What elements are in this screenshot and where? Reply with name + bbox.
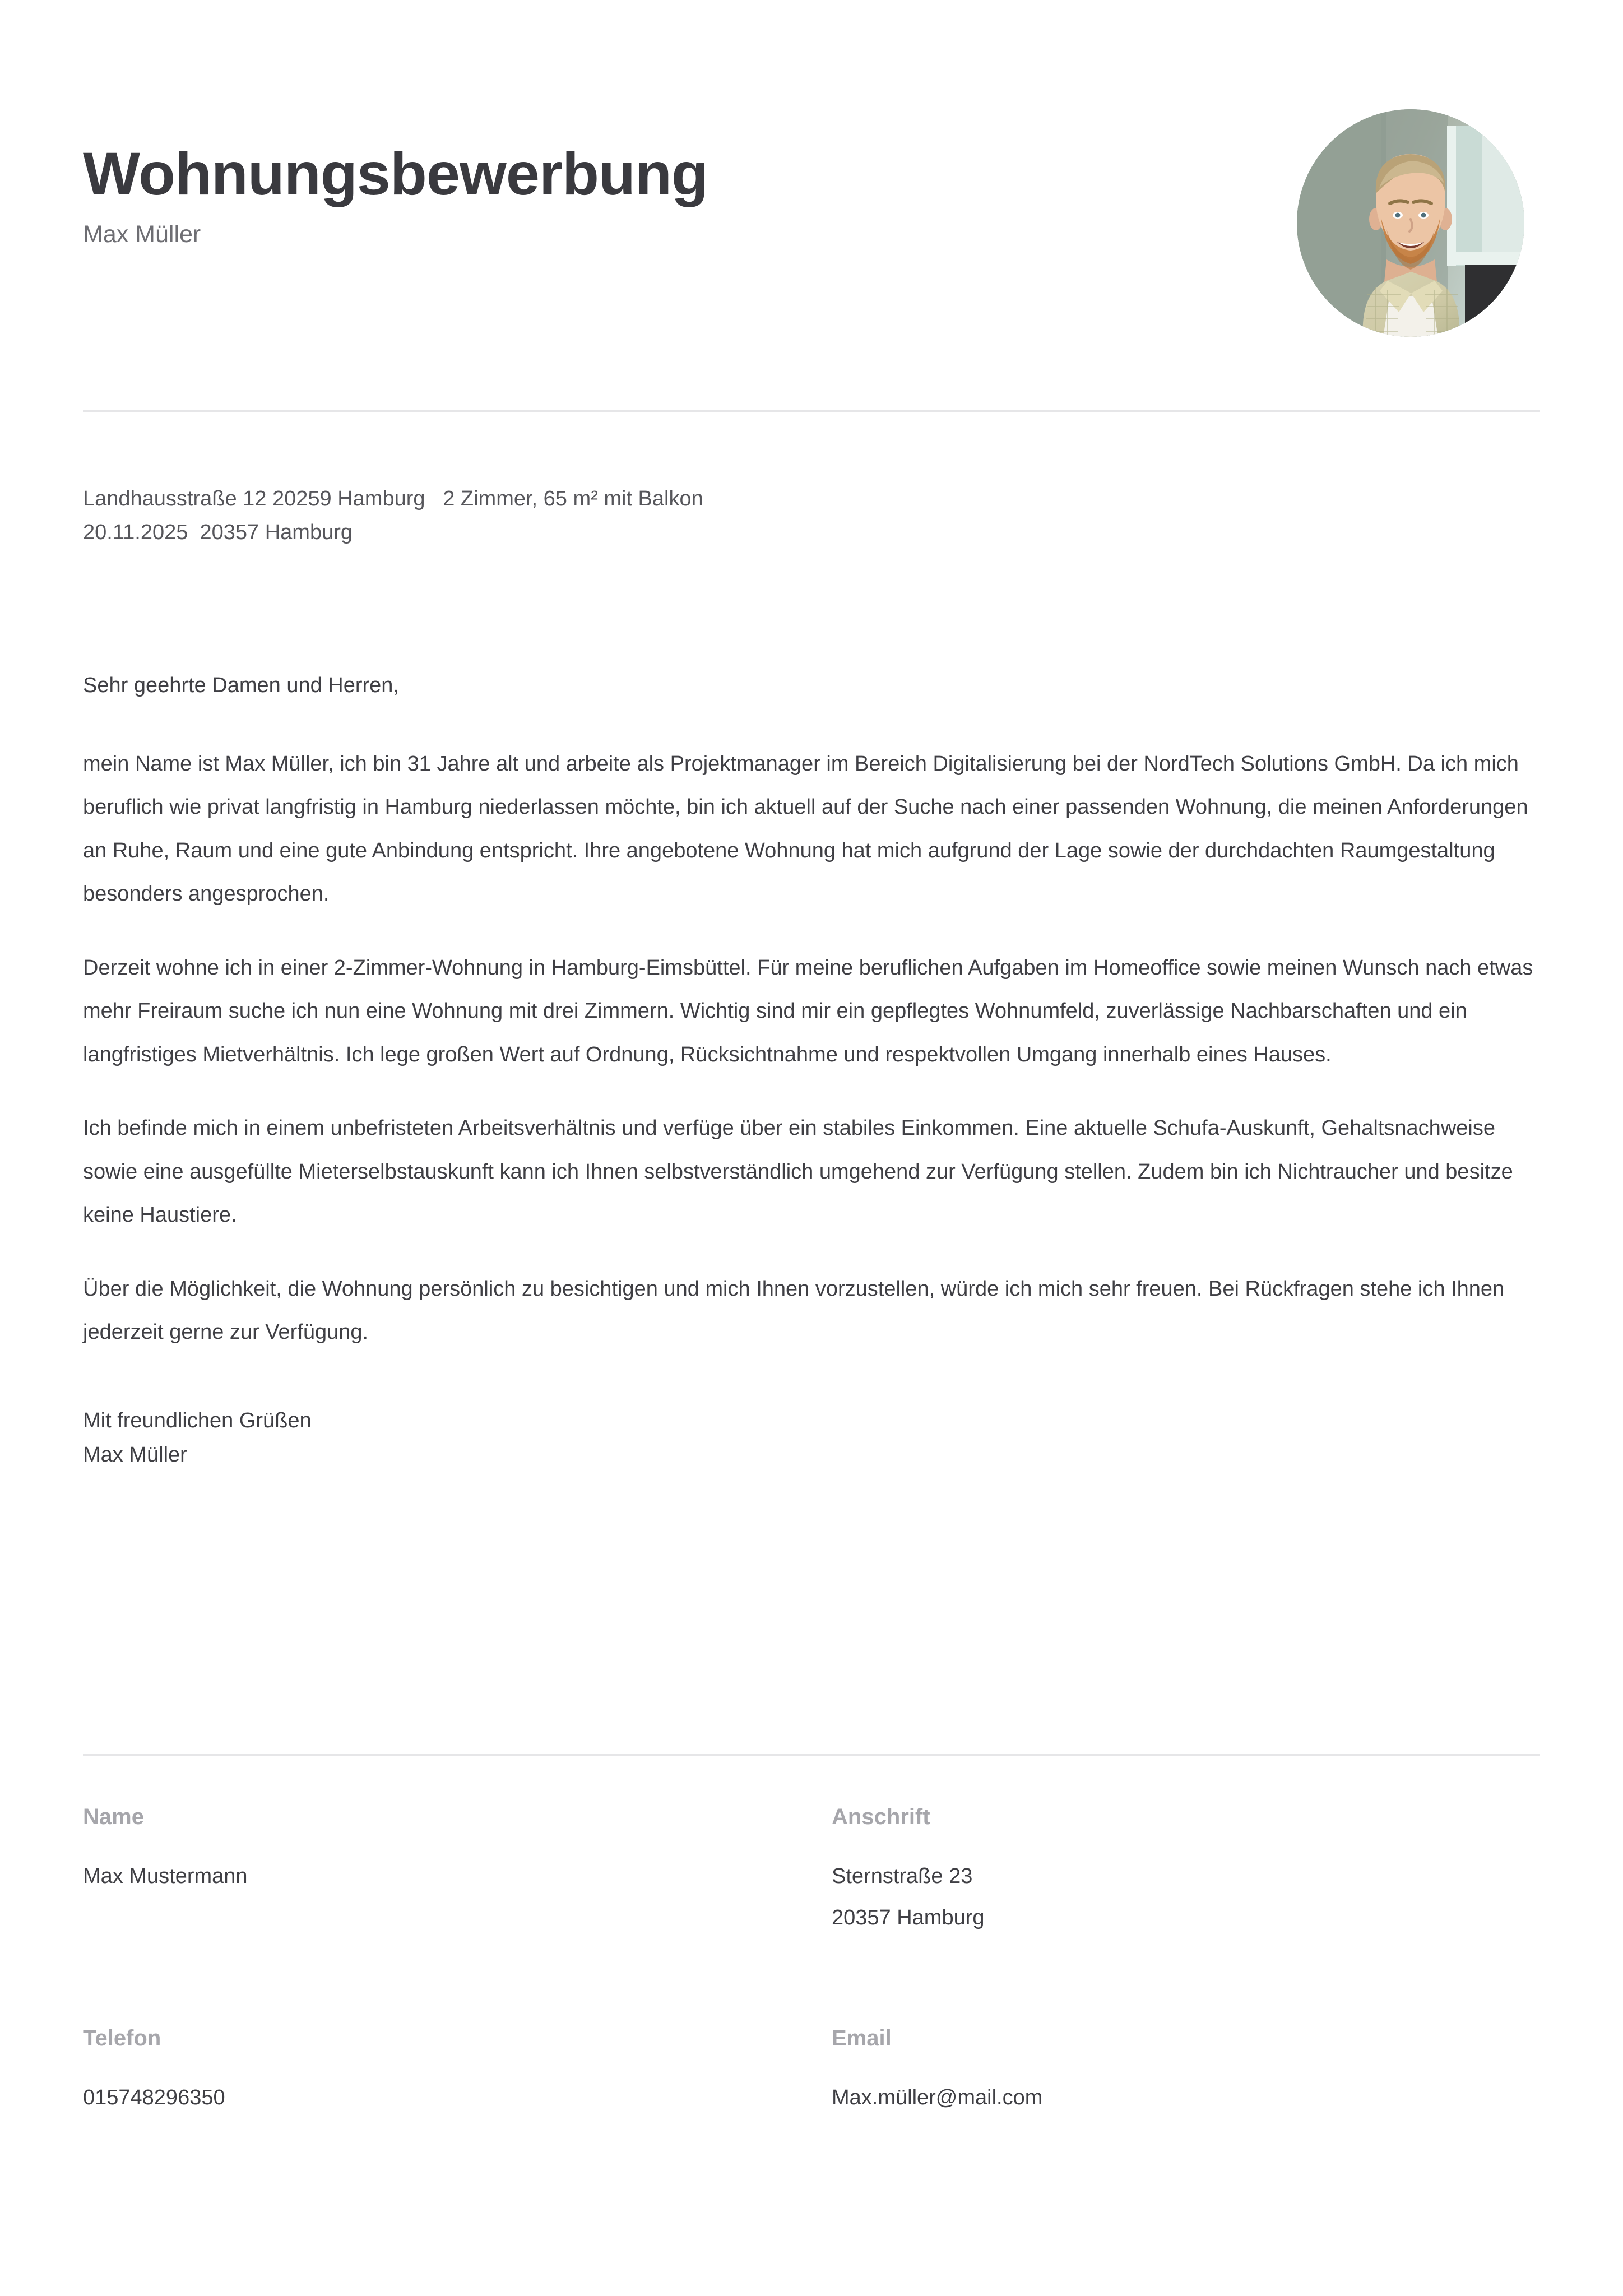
contact-label-address: Anschrift — [832, 1805, 930, 1829]
contact-row-top — [83, 1803, 1540, 1935]
letter-paragraph-2: Derzeit wohne ich in einer 2-Zimmer-Wohnung in Hamburg-Eimsbüttel. Für meine beruflichen Aufgaben im Homeoffice sowie meinen Wunsch nach etwas mehr Freiraum suche ich nun eine Wohnung mit drei Zimmern. Wichtig sind mir ein gepflegtes Wohnumfeld, zuverlässige Nachbarschaften und ein langfristiges Mietverhältnis. Ich lege großen Wert auf Ordnung, Rücksichtnahme und respektvollen Umgang innerhalb eines Hauses. — [83, 955, 1533, 1066]
letter-closing — [83, 1404, 1540, 1473]
closing-phrase: Mit freundlichen Grüßen — [83, 1408, 312, 1432]
contact-value-email: Max.müller@mail.com — [832, 2086, 1043, 2110]
avatar — [1297, 109, 1524, 337]
meta-line-date-city: 20.11.2025 20357 Hamburg — [83, 521, 353, 545]
contact-label-name: Name — [83, 1805, 144, 1829]
header-text-block — [83, 140, 1204, 249]
letter-salutation: Sehr geehrte Damen und Herren, — [83, 674, 399, 697]
letter-body — [83, 664, 1540, 1473]
letter-paragraph-3: Ich befinde mich in einem unbefristeten Arbeitsverhältnis und verfüge über ein stabiles Einkommen. Eine aktuelle Schufa-Auskunft, Gehaltsnachweise sowie eine ausgefüllte Mieterselbstauskunft kann ich Ihnen selbstverständlich umgehend zur Verfügung stellen. Zudem bin ich Nichtraucher und besitze keine Haustiere. — [83, 1116, 1513, 1227]
contact-label-email: Email — [832, 2026, 892, 2051]
contact-value-address-city: 20357 Hamburg — [832, 1905, 985, 1929]
closing-name: Max Müller — [83, 1443, 187, 1467]
contact-field-email — [812, 2025, 1540, 2116]
contact-label-phone: Telefon — [83, 2026, 161, 2051]
meta-block — [83, 482, 1540, 549]
header-divider — [83, 410, 1540, 412]
contact-footer — [83, 1803, 1540, 2116]
letter-spacer — [83, 1385, 1540, 1404]
meta-line-property: Landhausstraße 12 20259 Hamburg 2 Zimmer, 65 m² mit Balkon — [83, 487, 703, 511]
document-header — [83, 101, 1540, 364]
profile-photo-icon — [1297, 109, 1524, 337]
contact-field-phone — [83, 2025, 812, 2116]
contact-value-name: Max Mustermann — [83, 1864, 248, 1888]
contact-value-phone: 015748296350 — [83, 2086, 225, 2110]
footer-divider — [83, 1754, 1540, 1756]
page-title: Wohnungsbewerbung — [83, 140, 708, 207]
contact-value-address-street: Sternstraße 23 — [832, 1864, 973, 1888]
letter-paragraph-4: Über die Möglichkeit, die Wohnung persönlich zu besichtigen und mich Ihnen vorzustellen, würde ich mich sehr freuen. Bei Rückfragen stehe ich Ihnen jederzeit gerne zur Verfügung. — [83, 1277, 1505, 1344]
contact-field-name — [83, 1803, 812, 1935]
page-subtitle: Max Müller — [83, 220, 201, 248]
contact-field-address — [812, 1803, 1540, 1935]
letter-paragraph-1: mein Name ist Max Müller, ich bin 31 Jahre alt und arbeite als Projektmanager im Bereich Digitalisierung bei der NordTech Solutions GmbH. Da ich mich beruflich wie privat langfristig in Hamburg niederlassen möchte, bin ich aktuell auf der Suche nach einer passenden Wohnung, die meinen Anforderungen an Ruhe, Raum und eine gute Anbindung entspricht. Ihre angebotene Wohnung hat mich aufgrund der Lage sowie der durchdachten Raumgestaltung besonders angesprochen. — [83, 752, 1528, 906]
contact-row-bottom — [83, 2025, 1540, 2116]
